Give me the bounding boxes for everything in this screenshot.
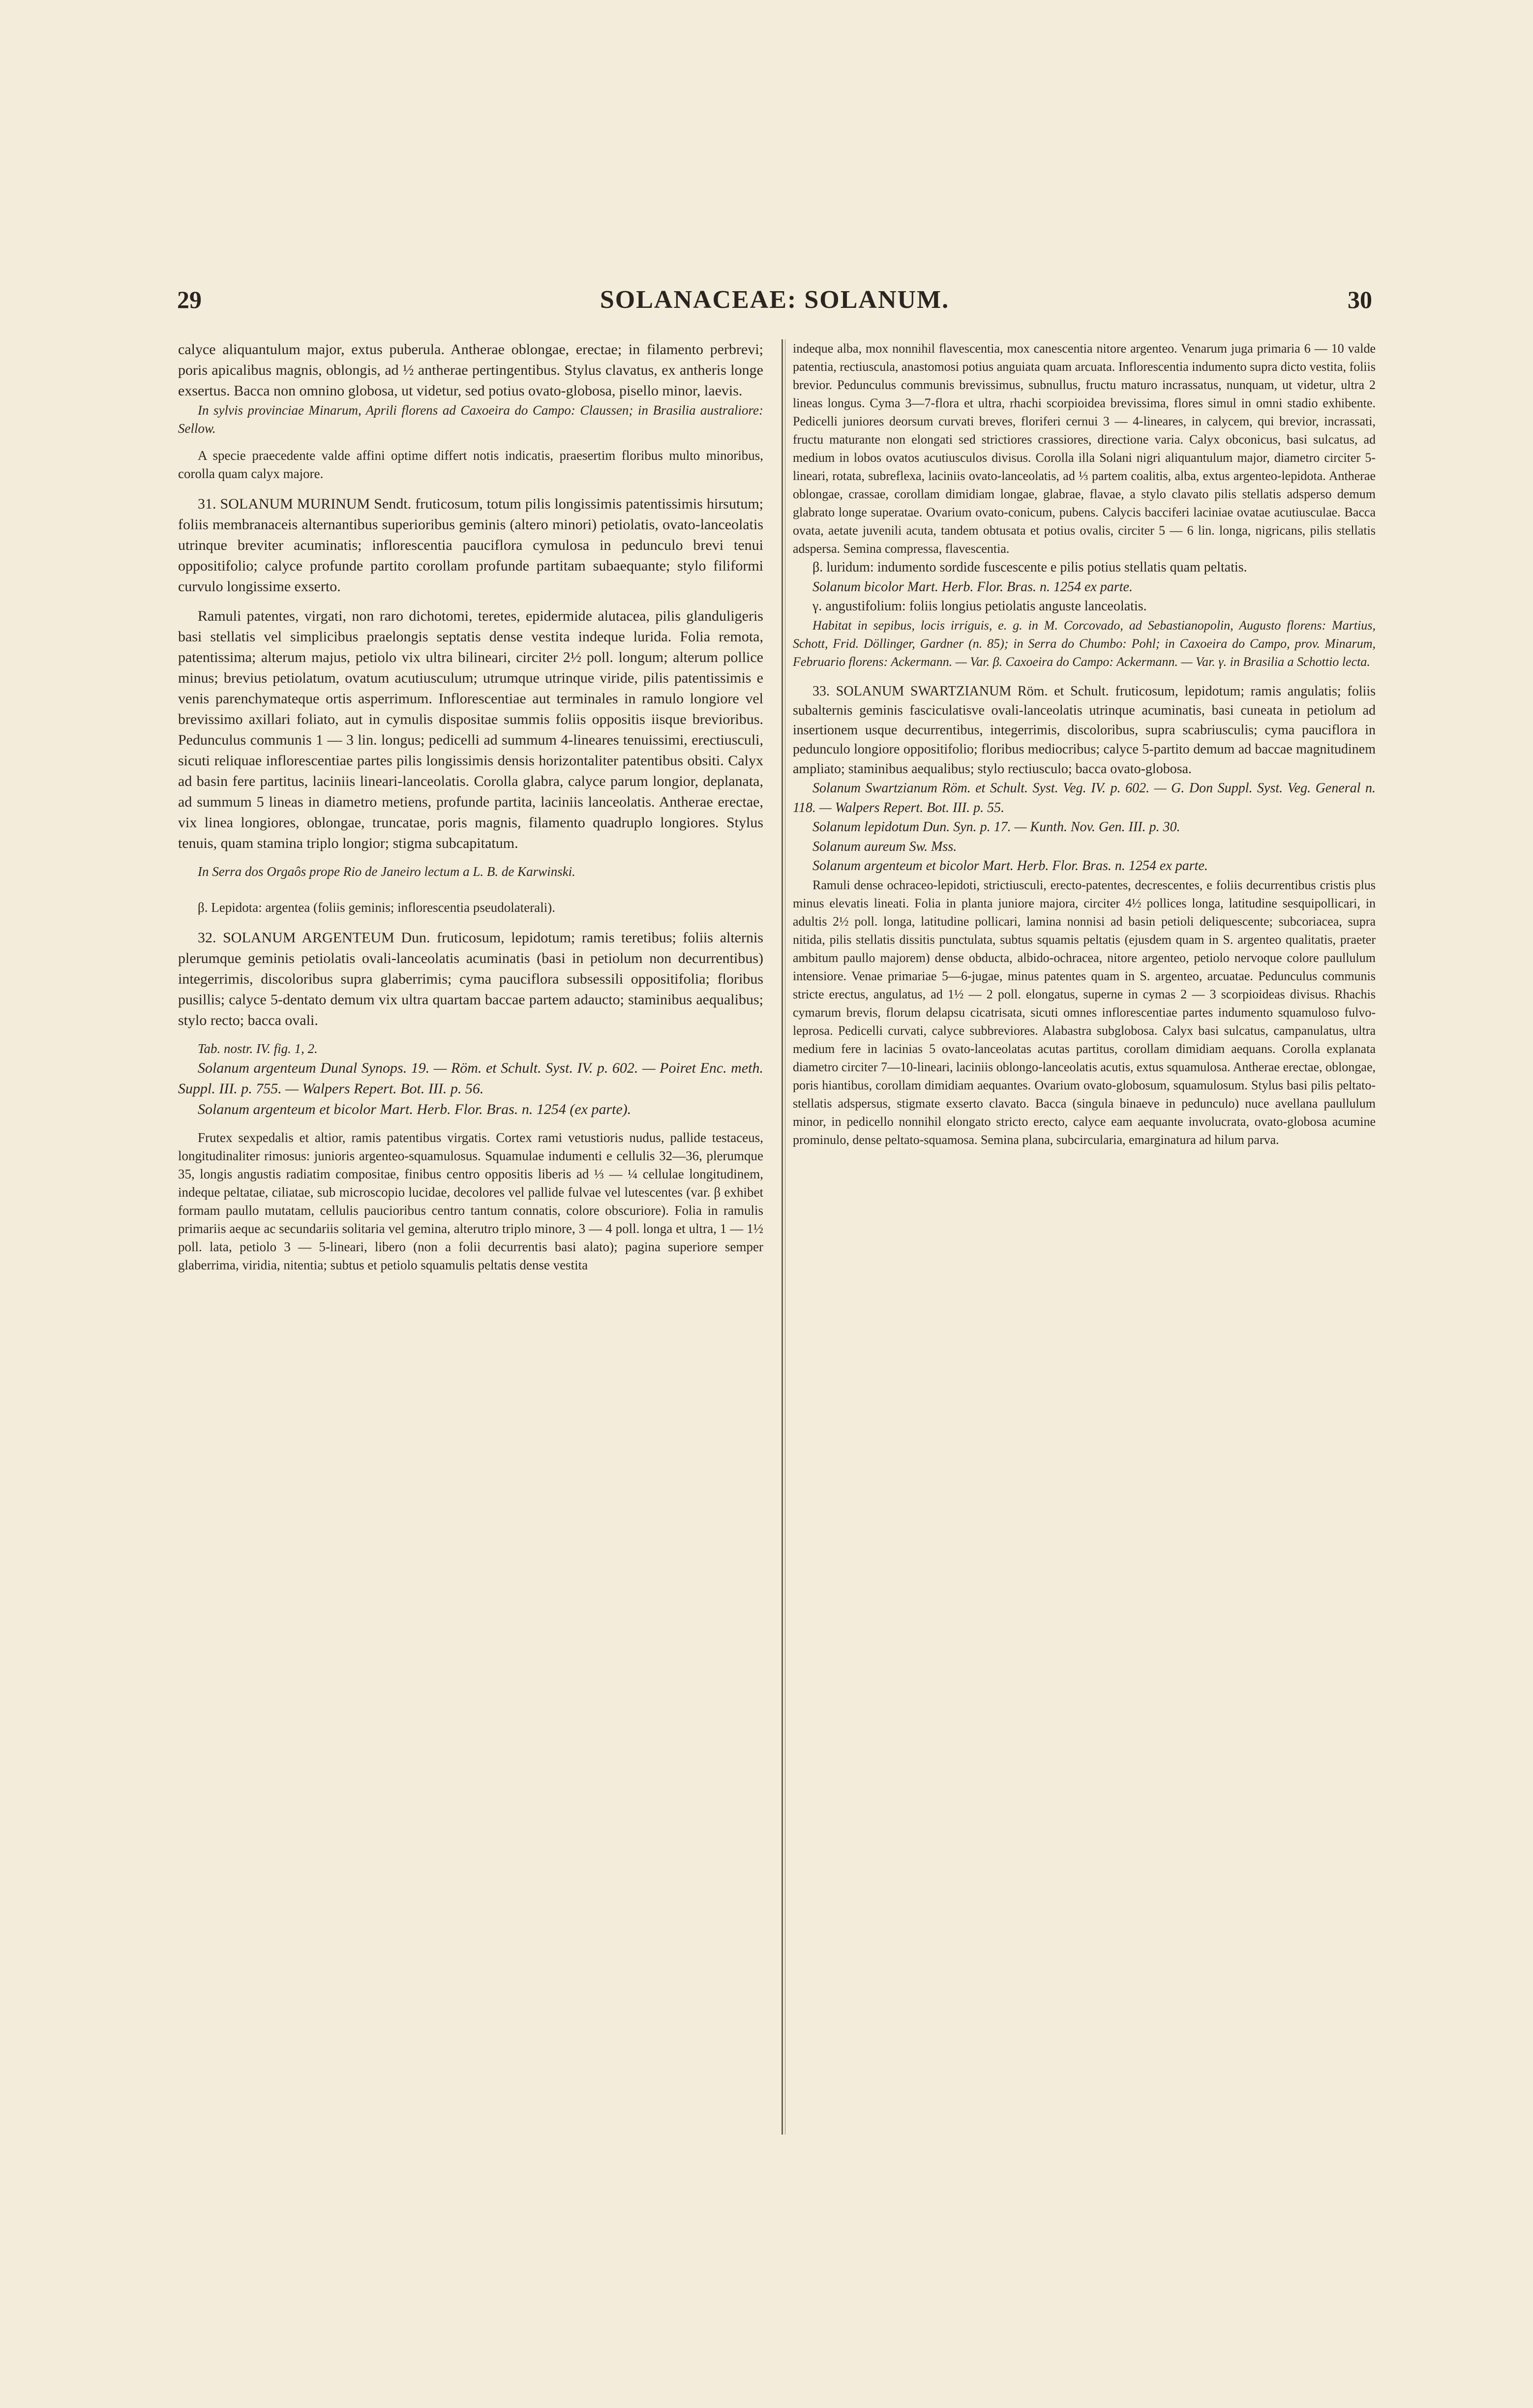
running-title: SOLANACEAE: SOLANUM. (600, 286, 950, 314)
species-31-description: Ramuli patentes, virgati, non raro dichotomi, teretes, epidermide alutacea, pilis glanduligeris basi stellatis vel simplicibus praelongis septatis dense vestita indeque lurida. Folia remota, patentissima; alterum majus, petiolo vix ultra bilineari, circiter 2½ poll. longum; alterum pollice minus; brevius petiolatum, ovatum acutiusculum; utrumque utrinque viride, pilis patentissimis e venis parenchymateque ortis asperrimum. Inflorescentiae aut terminales in ramulo longiore vel brevissimo axillari foliato, aut in cymulis dispositae summis foliis oppositis iisque brevioribus. Pedunculus communis 1 — 3 lin. longus; pedicelli ad summum 4-lineares tenuissimi, erectiusculi, sicuti reliquae inflorescentiae partes pilis longissimis densis horizontaliter patentibus obsiti. Calyx ad basin fere partitus, laciniis lineari-lanceolatis. Corolla glabra, calyce parum longior, deplanata, ad summum 5 lineas in diametro metiens, profunde partita, laciniis lanceolatis. Antherae erectae, vix linea longiores, oblongae, truncatae, poris magnis, filamento quadruplo longiores. Stylus tenuis, quam stamina triplo longior; stigma subcapitatum. (178, 608, 763, 851)
species-31-diagnosis: 31. SOLANUM MURINUM Sendt. fruticosum, totum pilis longissimis patentissimis hirsutum; foliis membranaceis alternantibus superioribus geminis (altero minori) petiolatis, ovato-lanceolatis utrinque breviter acuminatis; inflorescentia pauciflora cymulosa in pedunculo brevi tenui oppositifolio; calyce profunde partito corollam profunde partitam subaequante; stylo filiformi curvulo longissime exserto. (178, 496, 763, 595)
page-number-left: 29 (177, 286, 202, 313)
variety-beta-synonym: Solanum bicolor Mart. Herb. Flor. Bras. n. 1254 ex parte. (812, 579, 1133, 595)
synonym-b: Solanum lepidotum Dun. Syn. p. 17. — Kunth. Nov. Gen. III. p. 30. (812, 819, 1180, 835)
synonym-1: Solanum argenteum Dunal Synops. 19. — Röm. et Schult. Syst. IV. p. 602. — Poiret Enc. meth. Suppl. III. p. 755. — Walpers Repert. Bot. III. p. 56. (178, 1060, 763, 1097)
synonym-a: Solanum Swartzianum Röm. et Schult. Syst. Veg. IV. p. 602. — G. Don Suppl. Syst. Veg. General n. 118. — Walpers Repert. Bot. III. p. 55. (793, 781, 1376, 815)
species-33-description: Ramuli dense ochraceo-lepidoti, strictiusculi, erecto-patentes, decrescentes, e foliis decurrentibus cristis plus minus elevatis lineati. Folia in planta juniore majora, circiter 4½ pollices longa, latitudine sesquipollicari, in adultis 2½ poll. longa, latitudine pollicari, lamina nonnisi ad basin petioli deliquescente; subcoriacea, supra nitida, pilis stellatis dissitis punctulata, subtus squamis peltatis (ejusdem quam in S. argenteo qualitatis, praeter ambitum paullo majorem) dense obducta, albido-ochracea, nitore argenteo, petiolo nervoque colore paullulum intensiore. Venae primariae 5—6-jugae, minus patentes quam in S. argenteo, arcuatae. Pedunculus communis stricte erectus, angulatus, ad 1½ — 2 poll. elongatus, superne in cymas 2 — 3 scorpioideas divisus. Rhachis cymarum brevis, florum delapsu cicatrisata, sicuti omnes inflorescentiae partes indumento squamuloso fulvo-leprosa. Pedicelli curvati, calyce subbreviores. Alabastra subglobosa. Calyx basi sulcatus, campanulatus, ultra medium fere in lacinias 5 ovato-lanceolatas acutas partitus, corollam dimidiam aequans. Corolla explanata diametro circiter 7—10-lineari, laciniis oblongo-lanceolatis acutis, extus squamulosa. Antherae erectae, oblongae, poris hiantibus, corollam dimidiam aequantes. Ovarium ovato-globosum, squamulosum. Stylus basi pilis peltato-stellatis adspersus, stigmate exserto clavato. Bacca (singula binaeve in pedunculo) nuce avellana paullulum minor, in pedicello nonnihil elongato stricto erecto, calyce eam aequante involucrata, ovato-globosa acumine prominulo, dense peltato-squamosa. Semina plana, subcircularia, emarginatura ad hilum parva. (793, 877, 1376, 1147)
synonym-2: Solanum argenteum et bicolor Mart. Herb. Flor. Bras. n. 1254 (ex parte). (198, 1101, 631, 1117)
page-header (177, 285, 1372, 315)
synonym-d: Solanum argenteum et bicolor Mart. Herb. Flor. Bras. n. 1254 ex parte. (812, 858, 1208, 873)
page-number-right: 30 (1348, 286, 1372, 313)
species-31-habitat: In Serra dos Orgaôs prope Rio de Janeiro lectum a L. B. de Karwinski. (198, 864, 575, 879)
variety-gamma: γ. angustifolium: foliis longius petiolatis anguste lanceolatis. (812, 599, 1147, 614)
variety-beta: β. luridum: indumento sordide fuscescente e pilis potius stellatis quam peltatis. (812, 560, 1247, 575)
note: A specie praecedente valde affini optime differt notis indicatis, praesertim floribus multo minoribus, corolla quam calyx majore. (178, 448, 763, 481)
paragraph: calyce aliquantulum major, extus puberula. Antherae oblongae, erectae; in filamento perbrevi; poris apicalibus magnis, oblongis, ad ½ antherae pertingentibus. Stylus clavatus, ex antheris longe exsertus. Bacca non omnino globosa, ut videtur, sed potius ovato-globosa, pisello minor, laevis. (178, 341, 763, 399)
species-32-diagnosis: 32. SOLANUM ARGENTEUM Dun. fruticosum, lepidotum; ramis teretibus; foliis alternis plerumque geminis petiolatis ovali-lanceolatis acuminatis (basi in petiolum non decurrentibus) integerrimis, discoloribus supra glaberrimis; cyma pauciflora subsessili oppositifolia; floribus pusillis; calyce 5-dentato demum vix ultra quartam baccae partem adaucto; staminibus aequalibus; stylo recto; bacca ovali. (178, 930, 763, 1028)
variety-note: β. Lepidota: argentea (foliis geminis; inflorescentia pseudolaterali). (198, 900, 555, 915)
species-32-habitat: Habitat in sepibus, locis irriguis, e. g. in M. Corcovado, ad Sebastianopolin, Augusto florens: Martius, Schott, Frid. Döllinger, Gardner (n. 85); in Serra do Chumbo: Pohl; in Caxoeira do Campo, prov. Minarum, Februario florens: Ackermann. — Var. β. Caxoeira do Campo: Ackermann. — Var. γ. in Brasilia a Schottio lecta. (793, 618, 1376, 669)
species-32-description: Frutex sexpedalis et altior, ramis patentibus virgatis. Cortex rami vetustioris nudus, pallide testaceus, longitudinaliter rimosus: junioris argenteo-squamulosus. Squamulae indumenti e cellulis 32—36, plerumque 35, longis angustis radiatim compositae, finibus centro oppositis liberis ad ⅓ — ¼ cellulae longitudinem, indeque peltatae, ciliatae, sub microscopio lucidae, decolores vel pallide fulvae vel lutescentes (var. β exhibet formam paullo mutatam, cellulis paucioribus centro tantum connatis, colore obscuriore). Folia in ramulis primariis aeque ac secundariis solitaria vel gemina, alterutro triplo minore, 3 — 4 poll. longa et ultra, 1 — 1½ poll. lata, petiolo 3 — 5-lineari, libero (non a folii decurrentis basi alato); pagina superiore semper glaberrima, viridia, nitentia; subtus et petiolo squamulis peltatis dense vestita (178, 1130, 763, 1272)
right-column (793, 339, 1376, 1149)
plate-reference: Tab. nostr. IV. fig. 1, 2. (198, 1041, 318, 1056)
left-column (178, 339, 763, 1274)
synonym-c: Solanum aureum Sw. Mss. (812, 839, 957, 854)
column-divider (782, 339, 783, 2135)
description-continued: indeque alba, mox nonnihil flavescentia, mox canescentia nitore argenteo. Venarum juga primaria 6 — 10 valde patentia, rectiuscula, anastomosi potius anguiata quam arcuata. Inflorescentia indumento supra dicto vestita, foliis brevior. Pedunculus communis brevissimus, subnullus, fructu maturo incrassatus, nunquam, ut videtur, ultra 2 lineas longus. Cyma 3—7-flora et ultra, rhachi scorpioidea brevissima, flores simul in omni stadio exhibente. Pedicelli juniores deorsum curvati breves, floriferi cernui 3 — 4-lineares, in calycem, qui brevior, incrassati, fructu maturante non elongati sed strictiores crassiores, directione varia. Calyx obconicus, basi sulcatus, ad medium in lobos ovatos acutiusculos divisus. Corolla illa Solani nigri aliquantulum major, diametro circiter 5-lineari, rotata, subreflexa, laciniis ovato-lanceolatis, ad ⅓ partem coalitis, alba, extus argenteo-lepidota. Antherae oblongae, crassae, corollam dimidiam longae, glabrae, flavae, a stylo clavato pilis stellatis adsperso demum glabrato longe superatae. Ovarium ovato-conicum, pubens. Calycis bacciferi laciniae ovatae acutiusculae. Bacca ovata, aetate juvenili acuta, tandem obtusata et potius ovalis, circiter 5 — 6 lin. longa, nigricans, pilis stellatis adspersa. Semina compressa, flavescentia. (793, 341, 1376, 556)
habitat-note: In sylvis provinciae Minarum, Aprili florens ad Caxoeira do Campo: Claussen; in Brasilia australiore: Sellow. (178, 403, 763, 436)
species-33-diagnosis: 33. SOLANUM SWARTZIANUM Röm. et Schult. fruticosum, lepidotum; ramis angulatis; foliis subalternis geminis fasciculatisve ovali-lanceolatis utrinque acuminatis, basi cuneata in petiolum ad insertionem usque decurrentibus, integerrimis, discoloribus, supra scabriusculis; cyma pauciflora in pedunculo longiore oppositifolio; floribus mediocribus; calyce 5-partito demum ad baccae magnitudinem ampliato; staminibus aequalibus; stylo rectiusculo; bacca ovato-globosa. (793, 683, 1376, 777)
